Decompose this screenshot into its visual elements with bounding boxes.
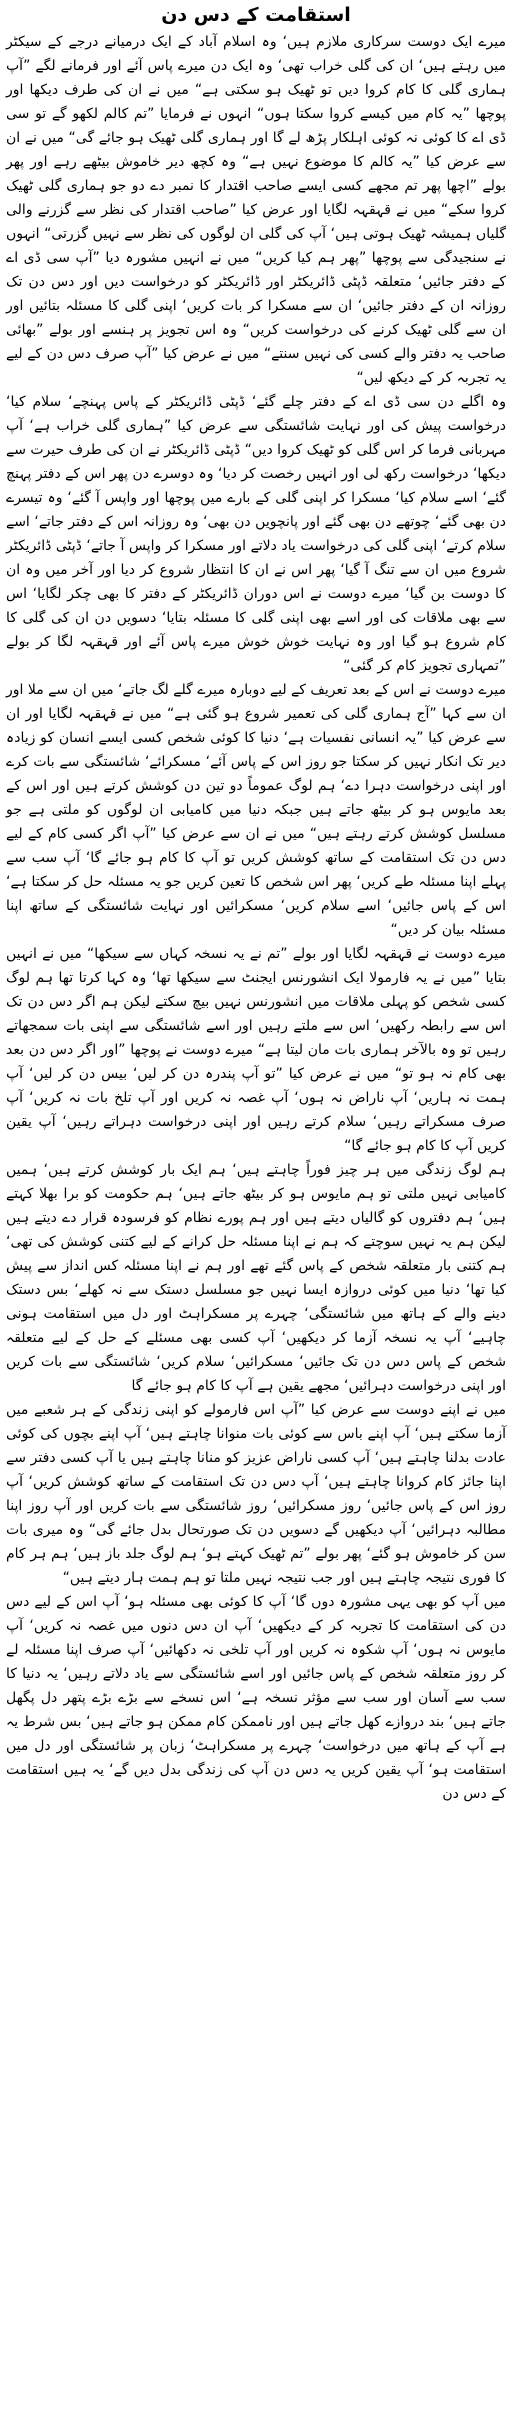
column-paragraph: میرے دوست نے قہقہہ لگایا اور بولے ”تم نے یہ نسخہ کہاں سے سیکھا“ میں نے انہیں بتایا ”میں نے یہ فارمولا ایک انشورنس ایجنٹ سے سیکھا تھا‘ وہ کہا کرتا تھا ہم لوگ کسی شخص کو پہلی ملاقات میں انشورنس نہیں بیچ سکتے لیکن ہم اگر دس دن تک اس سے رابطہ رکھیں‘ اس سے ملتے رہیں اور اسے شائستگی سے اپنی بات سمجھاتے رہیں تو وہ بالآخر ہماری بات مان لیتا ہے“ میرے دوست نے پوچھا ”اور اگر دس دن بعد بھی کام نہ ہو تو“ میں نے عرض کیا ”تو آپ پندرہ دن کر لیں‘ بیس دن کر لیں‘ آپ ہمت نہ ہاریں‘ آپ ناراض نہ ہوں‘ آپ غصہ نہ کریں اور آپ تلخ بات نہ کریں‘ آپ صرف مسکراتے رہیں‘ سلام کرتے رہیں اور اپنی درخواست دہراتے رہیں‘ آپ یقین کریں آپ کا کام ہو جائے گا“ <box>6 946 506 1154</box>
column-headline: استقامت کے دس دن <box>161 4 351 26</box>
column-paragraph: ہم لوگ زندگی میں ہر چیز فوراً چاہتے ہیں‘ ہم ایک بار کوشش کرتے ہیں‘ ہمیں کامیابی نہیں ملتی تو ہم مایوس ہو کر بیٹھ جاتے ہیں‘ ہم حکومت کو برا بھلا کہتے ہیں‘ ہم دفتروں کو گالیاں دیتے ہیں اور ہم پورے نظام کو فرسودہ قرار دے دیتے ہیں لیکن ہم یہ نہیں سوچتے کہ ہم نے اپنا مسئلہ حل کرانے کے لیے کتنی کوشش کی تھی‘ ہم کتنی بار متعلقہ شخص کے پاس گئے تھے اور ہم نے اپنا مسئلہ کس انداز سے پیش کیا تھا‘ دنیا میں کوئی دروازہ ایسا نہیں جو مسلسل دستک سے نہ کھلے‘ بس دستک دینے والے کے ہاتھ میں شائستگی‘ چہرے پر مسکراہٹ اور دل میں استقامت ہونی چاہیے‘ آپ یہ نسخہ آزما کر دیکھیں‘ آپ کسی بھی مسئلے کے حل کے لیے متعلقہ شخص کے پاس دس دن تک جائیں‘ مسکرائیں‘ سلام کریں‘ شائستگی سے بات کریں اور اپنی درخواست دہرائیں‘ مجھے یقین ہے آپ کا کام ہو جائے گا <box>6 1162 506 1394</box>
column-paragraph: میں نے اپنے دوست سے عرض کیا ”آپ اس فارمولے کو اپنی زندگی کے ہر شعبے میں آزما سکتے ہیں‘ آپ اپنے باس سے کوئی بات منوانا چاہتے ہیں‘ آپ اپنے بچوں کی کوئی عادت بدلنا چاہتے ہیں‘ آپ کسی ناراض عزیز کو منانا چاہتے ہیں یا آپ کسی دفتر سے اپنا جائز کام کروانا چاہتے ہیں‘ آپ دس دن تک استقامت کے ساتھ کوشش کریں‘ آپ روز اس کے پاس جائیں‘ روز مسکرائیں‘ روز شائستگی سے بات کریں اور آپ روز اپنا مطالبہ دہرائیں‘ آپ دیکھیں گے دسویں دن تک صورتحال بدل جائے گی“ وہ میری بات سن کر خاموش ہو گئے‘ پھر بولے ”تم ٹھیک کہتے ہو‘ ہم لوگ جلد باز ہیں‘ ہم ہر کام کا فوری نتیجہ چاہتے ہیں اور جب نتیجہ نہیں ملتا تو ہم ہمت ہار دیتے ہیں“ <box>6 1402 506 1586</box>
column-body <box>0 28 512 1806</box>
column-paragraph: میں آپ کو بھی یہی مشورہ دوں گا‘ آپ کا کوئی بھی مسئلہ ہو‘ آپ اس کے لیے دس دن کی استقامت کا تجربہ کر کے دیکھیں‘ آپ ان دس دنوں میں غصہ نہ کریں‘ آپ مایوس نہ ہوں‘ آپ شکوہ نہ کریں اور آپ تلخی نہ دکھائیں‘ آپ صرف اپنا مسئلہ لے کر روز متعلقہ شخص کے پاس جائیں اور اسے شائستگی سے یاد دلاتے رہیں‘ یہ دنیا کا سب سے آسان اور سب سے مؤثر نسخہ ہے‘ اس نسخے سے بڑے بڑے پتھر دل پگھل جاتے ہیں‘ بند دروازے کھل جاتے ہیں اور ناممکن کام ممکن ہو جاتے ہیں‘ بس شرط یہ ہے آپ کے ہاتھ میں درخواست‘ چہرے پر مسکراہٹ‘ زبان پر شائستگی اور دل میں استقامت ہو‘ آپ یقین کریں یہ دس دن آپ کی زندگی بدل دیں گے‘ یہ ہیں استقامت کے دس دن <box>6 1594 506 1802</box>
column-paragraph: میرے دوست نے اس کے بعد تعریف کے لیے دوبارہ میرے گلے لگ جاتے‘ میں ان سے ملا اور ان سے کہا ”آج ہماری گلی کی تعمیر شروع ہو گئی ہے“ میں نے قہقہہ لگایا اور ان سے عرض کیا ”یہ انسانی نفسیات ہے‘ دنیا کا کوئی شخص کسی ایسے انسان کو زیادہ دیر تک انکار نہیں کر سکتا جو روز اس کے پاس آئے‘ مسکرائے‘ شائستگی سے بات کرے اور اپنی درخواست دہرا دے‘ ہم لوگ عموماً دو تین دن کوشش کرتے ہیں اور اس کے بعد مایوس ہو کر بیٹھ جاتے ہیں جبکہ دنیا میں کامیابی ان لوگوں کو ملتی ہے جو مسلسل کوشش کرتے رہتے ہیں“ میں نے ان سے عرض کیا ”آپ اگر کسی کام کے لیے دس دن تک استقامت کے ساتھ کوشش کریں تو آپ کا کام ہو جائے گا‘ آپ سب سے پہلے اپنا مسئلہ طے کریں‘ پھر اس شخص کا تعین کریں جو یہ مسئلہ حل کر سکتا ہے‘ اس کے پاس جائیں‘ اسے سلام کریں‘ مسکرائیں اور نہایت شائستگی کے ساتھ اپنا مسئلہ بیان کر دیں“ <box>6 682 506 938</box>
column-paragraph: وہ اگلے دن سی ڈی اے کے دفتر چلے گئے‘ ڈپٹی ڈائریکٹر کے پاس پہنچے‘ سلام کیا‘ درخواست پیش کی اور نہایت شائستگی سے عرض کیا ”ہماری گلی خراب ہے‘ آپ مہربانی فرما کر اس گلی کو ٹھیک کروا دیں“ ڈپٹی ڈائریکٹر نے ان کی طرف حیرت سے دیکھا‘ درخواست رکھ لی اور انہیں رخصت کر دیا‘ وہ دوسرے دن پھر اس کے دفتر پہنچ گئے‘ اسے سلام کیا‘ مسکرا کر اپنی گلی کے بارے میں پوچھا اور واپس آ گئے‘ وہ تیسرے دن بھی گئے‘ چوتھے دن بھی گئے اور پانچویں دن بھی‘ وہ روزانہ اس کے دفتر جاتے‘ اسے سلام کرتے‘ اپنی گلی کی درخواست یاد دلاتے اور مسکرا کر واپس آ جاتے‘ ڈپٹی ڈائریکٹر شروع میں ان سے تنگ آ گیا‘ پھر اس نے ان کا انتظار شروع کر دیا اور آخر میں وہ ان کا دوست بن گیا‘ میرے دوست نے اس دوران ڈائریکٹر کے دفتر کا بھی چکر لگایا‘ اس سے بھی ملاقات کی اور اسے بھی اپنی گلی کا مسئلہ بتایا‘ دسویں دن ان کی گلی کا کام شروع ہو گیا اور وہ نہایت خوش خوش میرے پاس آئے اور قہقہہ لگا کر بولے ”تمہاری تجویز کام کر گئی“ <box>5 394 506 674</box>
column-paragraph: میرے ایک دوست سرکاری ملازم ہیں‘ وہ اسلام آباد کے ایک درمیانے درجے کے سیکٹر میں رہتے ہیں‘ ان کی گلی خراب تھی‘ وہ ایک دن میرے پاس آئے اور فرمانے لگے ”آپ ہماری گلی کا کام کروا دیں تو ٹھیک ہو سکتی ہے“ میں نے ان کی طرف دیکھا اور پوچھا ”یہ کام میں کیسے کروا سکتا ہوں“ انہوں نے فرمایا ”تم کالم لکھو گے تو سی ڈی اے کا کوئی نہ کوئی اہلکار پڑھ لے گا اور ہماری گلی ٹھیک ہو جائے گی“ میں نے ان سے عرض کیا ”یہ کالم کا موضوع نہیں ہے“ وہ کچھ دیر خاموش بیٹھے رہے اور پھر بولے ”اچھا پھر تم مجھے کسی ایسے صاحب اقتدار کا نمبر دے دو جو ہماری گلی ٹھیک کروا سکے“ میں نے قہقہہ لگایا اور عرض کیا ”صاحب اقتدار کی نظر سے گزرنے والی گلیاں ہمیشہ ٹھیک ہوتی ہیں‘ آپ کی گلی ان لوگوں کی نظر سے نہیں گزرتی“ انہوں نے سنجیدگی سے پوچھا ”پھر ہم کیا کریں“ میں نے انہیں مشورہ دیا ”آپ سی ڈی اے کے دفتر جائیں‘ متعلقہ ڈپٹی ڈائریکٹر اور ڈائریکٹر کو درخواست دیں اور دس دن تک روزانہ ان کے دفتر جائیں‘ ان سے مسکرا کر بات کریں‘ اپنی گلی کا مسئلہ بتائیں اور ان سے گلی ٹھیک کرنے کی درخواست کریں“ وہ اس تجویز پر ہنسے اور بولے ”بھائی صاحب یہ دفتر والے کسی کی نہیں سنتے“ میں نے عرض کیا ”آپ صرف دس دن کے لیے یہ تجربہ کر کے دیکھ لیں“ <box>6 34 506 386</box>
